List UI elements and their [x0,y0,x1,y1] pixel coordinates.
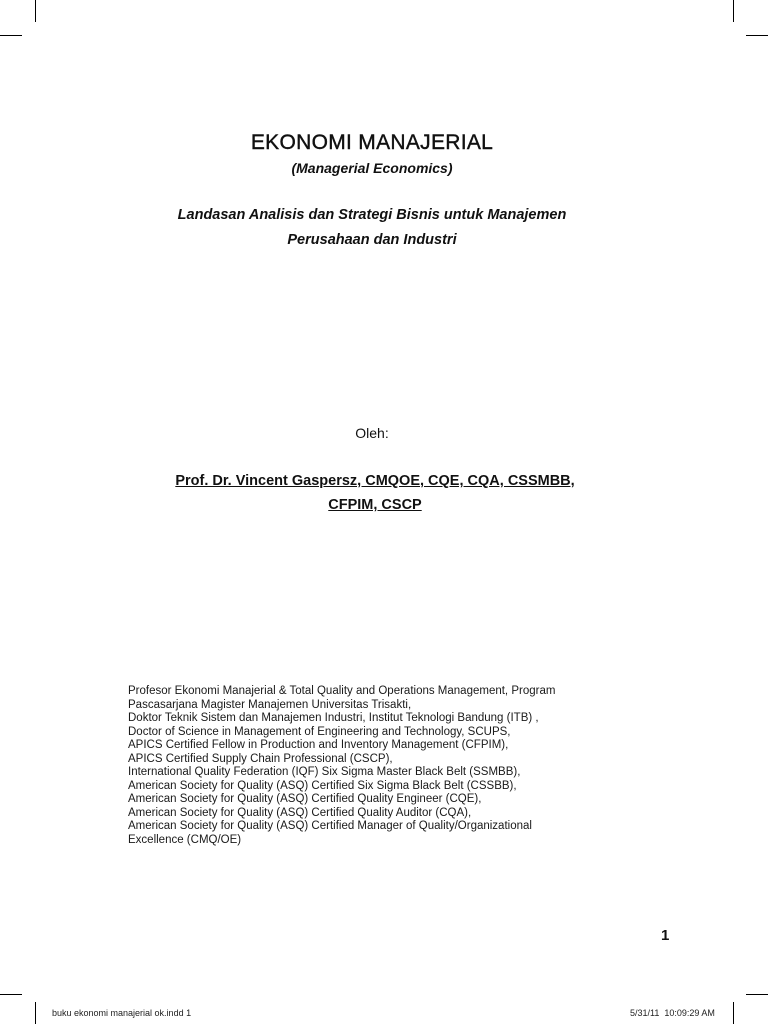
slug-date: 5/31/11 [630,1008,660,1018]
crop-mark-bottom-right-vertical [733,1002,734,1024]
credential-line: Profesor Ekonomi Manajerial & Total Quality and Operations Management, Program [128,685,556,697]
crop-mark-bottom-left-horizontal [0,994,22,995]
crop-mark-bottom-left-vertical [35,1002,36,1024]
book-tagline [0,203,744,253]
crop-mark-top-left-horizontal [0,35,22,36]
tagline-line: Landasan Analisis dan Strategi Bisnis untuk Manajemen [177,207,567,223]
credential-line: American Society for Quality (ASQ) Certified Six Sigma Black Belt (CSSBB), [128,779,517,792]
book-subtitle: (Managerial Economics) [291,160,453,176]
credential-line: American Society for Quality (ASQ) Certified Quality Engineer (CQE), [128,793,482,805]
credential-line: APICS Certified Fellow in Production and Inventory Management (CFPIM), [128,739,509,751]
author-credentials [128,685,628,847]
credential-line: American Society for Quality (ASQ) Certified Manager of Quality/Organizational [128,820,532,832]
credential-line: International Quality Federation (IQF) Six Sigma Master Black Belt (SSMBB), [128,766,521,778]
credential-line: Doctor of Science in Management of Engineering and Technology, SCUPS, [128,725,511,738]
crop-mark-top-right-horizontal [746,35,768,36]
by-label: Oleh: [355,425,389,441]
page-number: 1 [661,927,670,944]
crop-mark-top-left-vertical [35,0,36,22]
credential-line: Pascasarjana Magister Manajemen Universitas Trisakti, [128,698,412,711]
credential-line: APICS Certified Supply Chain Professional (CSCP), [128,752,393,765]
credential-line: Excellence (CMQ/OE) [128,833,242,846]
slug-file-label: buku ekonomi manajerial ok.indd 1 [52,1008,192,1018]
book-title: EKONOMI MANAJERIAL [250,131,494,154]
author-name [0,469,750,517]
author-line: Prof. Dr. Vincent Gaspersz, CMQOE, CQE, CQA, CSSMBB, [175,473,575,489]
tagline-line: Perusahaan dan Industri [287,232,457,248]
crop-mark-bottom-right-horizontal [746,994,768,995]
credential-line: American Society for Quality (ASQ) Certified Quality Auditor (CQA), [128,806,472,819]
author-line: CFPIM, CSCP [328,497,422,513]
crop-mark-top-right-vertical [733,0,734,22]
slug-time: 10:09:29 AM [664,1008,715,1018]
credential-line: Doktor Teknik Sistem dan Manajemen Industri, Institut Teknologi Bandung (ITB) , [128,712,539,724]
slug-timestamp [630,1008,715,1018]
